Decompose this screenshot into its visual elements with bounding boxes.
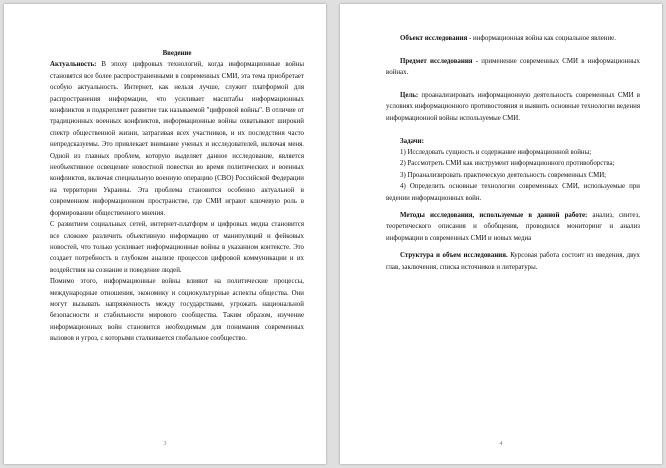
document-page-right <box>340 4 662 464</box>
subject-label: Предмет исследования <box>400 57 473 65</box>
object-label: Объект исследования <box>400 35 468 42</box>
relevance-text: В эпоху цифровых технологий, когда информационные войны становятся все более распространенными в современных СМИ, эта тема приобретает особую актуальность. Интернет, как нельзя лучше, служит платформой для распространения информации, что усиливает масштабы информационных конфликтов и подкрепляет развитие так называемой "цифровой войны". В отличие от традиционных военных конфликтов, информационные войны охватывают широкий спектр общественной жизни, затрагивая всех участников, и их последствия часто непредсказуемы. Это привлекает внимание ученых и исследователей, включая меня. Одной из главных проблем, которую выделяет данное исследование, является необъективное освещение новостной повестки во время политических и военных конфликтов, включая специальную военную операцию (СВО) Российской Федерации на территории Украины. Эта проблема становится особенно актуальной в современном информационном пространстве, где СМИ играют ключевую роль в формировании общественного мнения. <box>50 61 304 217</box>
task-item-2: 2) Рассмотреть СМИ как инструмент информационного противоборства; <box>400 160 615 168</box>
section-heading: Введение <box>162 50 192 57</box>
tasks-heading <box>386 136 640 147</box>
structure-paragraph <box>386 250 640 273</box>
object-paragraph <box>386 33 640 44</box>
document-page-left <box>4 4 326 464</box>
page-content <box>50 48 304 345</box>
structure-text: Курсовая работа состоит из введения, двух глав, заключения, списка источников и литературы. <box>386 252 640 271</box>
subject-paragraph <box>386 56 640 79</box>
goal-label: Цель: <box>400 92 419 99</box>
goal-paragraph <box>386 90 640 124</box>
relevance-label: Актуальность: <box>50 61 97 69</box>
relevance-paragraph <box>50 59 304 219</box>
task-item-4: 4) Определить основные технологии современных СМИ, используемые при ведении информационных войн. <box>386 183 640 202</box>
goal-text: проанализировать информационную деятельность современных СМИ в условиях информационного противостояния и выявить основные технологии ведения информационной войны используемые СМИ. <box>386 92 640 122</box>
page-number: 4 <box>499 441 503 447</box>
methods-text: анализ, синтез, теоретического описания и обобщения, проводился мониторинг и анализ информации в современных СМИ и новых медиа <box>386 212 640 242</box>
structure-label: Структура и объем исследования. <box>400 252 508 260</box>
task-item-3: 3) Проанализировать практическую деятельность современных СМИ; <box>400 171 607 179</box>
methods-paragraph <box>386 210 640 244</box>
paragraph-influence: Помимо этого, информационные войны влияют на политические процессы, международные отношения, экономику и социокультурные аспекты общества. Они могут вызывать напряженность между государствами, угрожать национальной безопасности и стабильности мирового сообщества. Таким образом, изучение информационных войн становится необходимым для понимания современных вызовов и угроз, с которыми сталкивается глобальное сообщество. <box>50 278 304 343</box>
paragraph-social-networks: С развитием социальных сетей, интернет-платформ и цифровых медиа становится все сложнее различить объективную информацию от манипуляций и фейковых новостей, что только усиливает информационные войны в указанном контексте. Это создает потребность в глубоком анализе процессов цифровой коммуникации и их воздействия на сознание и поведение людей. <box>50 221 304 274</box>
object-text: - информационная война как социальное явление. <box>467 35 616 42</box>
page-content <box>386 33 640 273</box>
page-number: 3 <box>163 441 167 447</box>
methods-label: Методы исследования, используемые в данной работе: <box>400 212 588 220</box>
subject-text: - применение современных СМИ в информационных войнах. <box>386 57 640 77</box>
task-item-1: 1) Исследовать сущность и содержание информационной войны; <box>400 149 592 157</box>
tasks-label: Задачи: <box>400 137 424 145</box>
